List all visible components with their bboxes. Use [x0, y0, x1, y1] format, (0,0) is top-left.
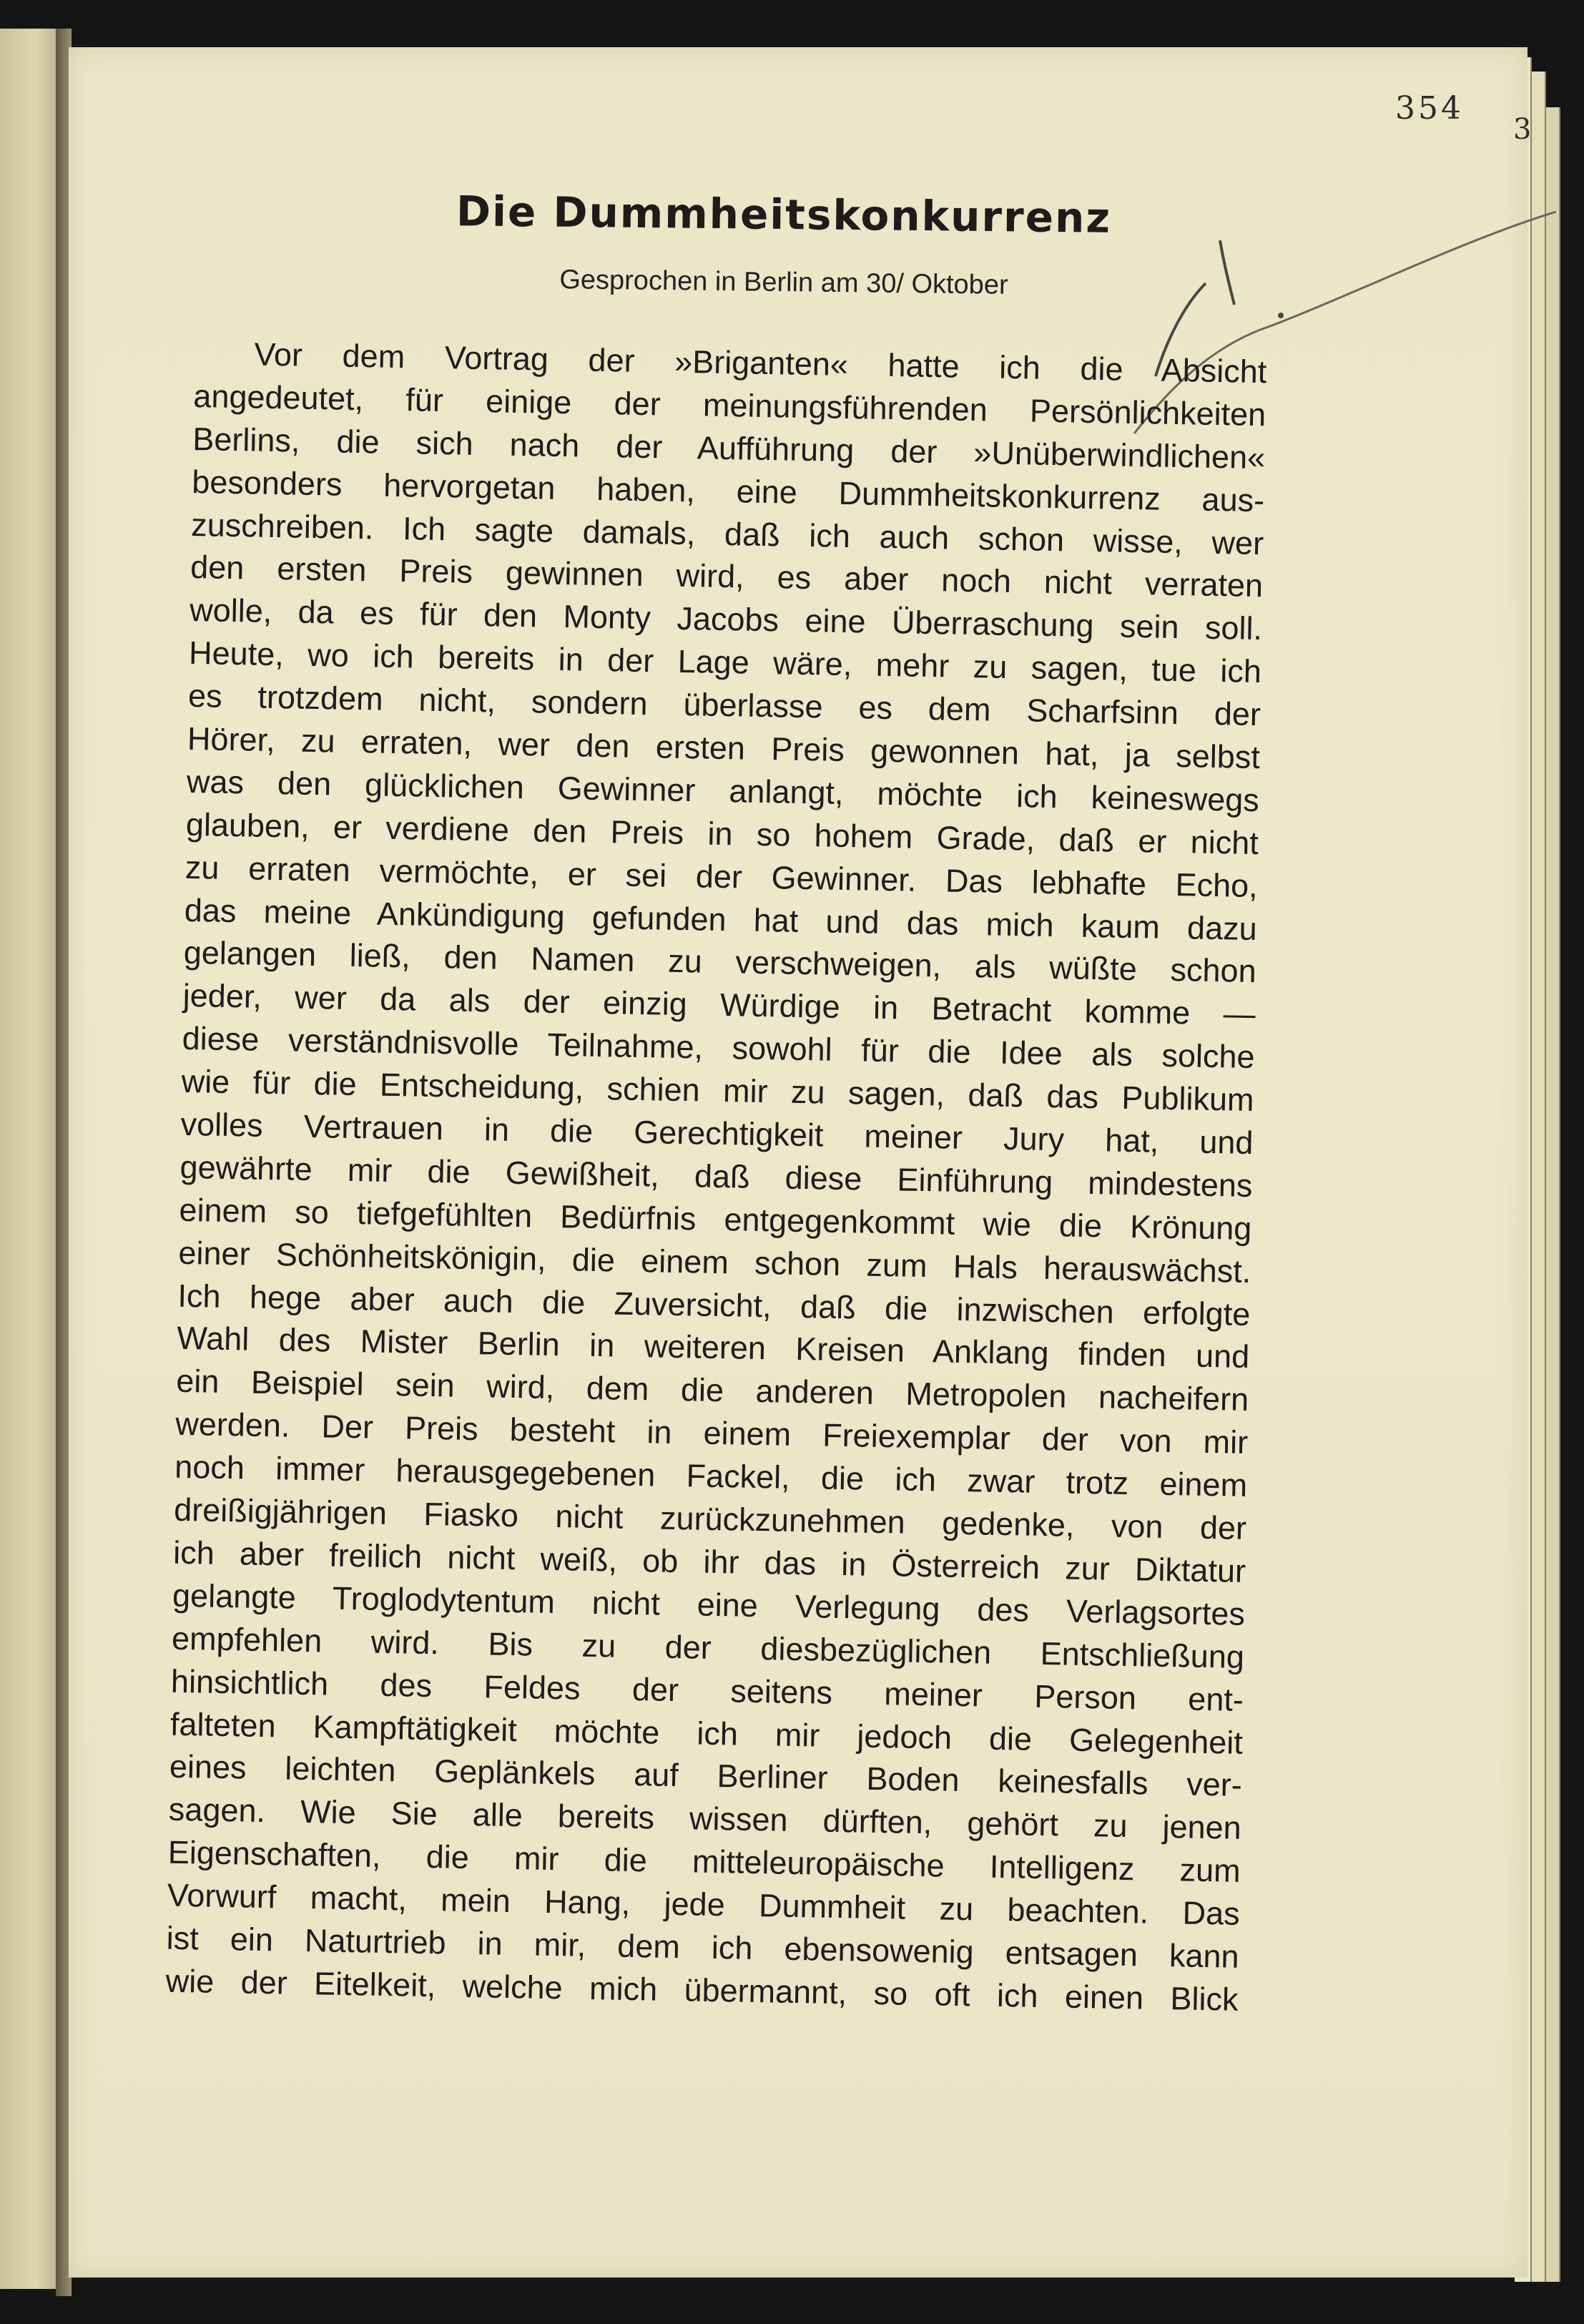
- page-number-cut: 3: [1513, 113, 1532, 146]
- text-line: Ich hege aber auch die Zuversicht, daß die inzwischen erfolgte: [177, 1277, 1251, 1333]
- text-line: noch immer herausgegebenen Fackel, die ich zwar trotz einem: [174, 1448, 1248, 1504]
- text-line: gelangte Troglodytentum nicht eine Verlegung des Verlagsortes: [172, 1577, 1246, 1632]
- text-line: Vorwurf macht, mein Hang, jede Dummheit zu beachten. Das: [167, 1876, 1241, 1932]
- text-line: dreißigjährigen Fiasko nicht zurückzunehmen gedenke, von der: [173, 1491, 1247, 1546]
- text-line: den ersten Preis gewinnen wird, es aber noch nicht verraten: [190, 549, 1264, 604]
- text-line: wie der Eitelkeit, welche mich übermannt, so oft ich einen Blick: [165, 1962, 1239, 2018]
- text-line: ein Beispiel sein wird, dem die anderen Metropolen nacheifern: [175, 1363, 1249, 1418]
- text-line: es trotzdem nicht, sondern überlasse es dem Scharfsinn der: [187, 677, 1261, 733]
- page-title: Die Dummheitskonkurrenz: [456, 187, 1112, 242]
- left-page-edge: [0, 29, 61, 2289]
- text-line: hinsichtlich des Feldes der seitens meiner Person ent-: [170, 1662, 1244, 1718]
- text-line: einem so tiefgefühlten Bedürfnis entgegenkommt wie die Krönung: [179, 1191, 1252, 1247]
- text-line: zu erraten vermöchte, er sei der Gewinner. Das lebhafte Echo,: [185, 848, 1259, 904]
- text-line: gewährte mir die Gewißheit, daß diese Einführung mindestens: [179, 1148, 1253, 1204]
- text-line: das meine Ankündigung gefunden hat und das mich kaum dazu: [184, 891, 1258, 947]
- text-line: falteten Kampftätigkeit möchte ich mir jedoch die Gelegenheit: [169, 1705, 1244, 1761]
- text-line: wolle, da es für den Monty Jacobs eine Überraschung sein soll.: [189, 592, 1263, 647]
- text-line: werden. Der Preis besteht in einem Freiexemplar der von mir: [174, 1406, 1249, 1461]
- text-line: zuschreiben. Ich sagte damals, daß ich auch schon wisse, wer: [190, 506, 1264, 562]
- text-line: besonders hervorgetan haben, eine Dummheitskonkurrenz aus-: [191, 463, 1265, 519]
- text-line: Vor dem Vortrag der »Briganten« hatte ich die Absicht: [254, 335, 1267, 391]
- body-text: [165, 332, 1267, 2021]
- text-line: glauben, er verdiene den Preis in so hohem Grade, daß er nicht: [185, 805, 1259, 861]
- text-line: eines leichten Geplänkels auf Berliner Boden keinesfalls ver-: [169, 1748, 1243, 1804]
- text-line: sagen. Wie Sie alle bereits wissen dürften, gehört zu jenen: [168, 1790, 1242, 1847]
- text-line: Eigenschaften, die mir die mitteleuropäische Intelligenz zum: [167, 1833, 1241, 1890]
- text-line: jeder, wer da als der einzig Würdige in Betracht komme —: [182, 977, 1256, 1033]
- text-line: Hörer, zu erraten, wer den ersten Preis gewonnen hat, ja selbst: [187, 720, 1261, 776]
- text-line: empfehlen wird. Bis zu der diesbezüglichen Entschließung: [171, 1619, 1245, 1675]
- document-page: [69, 47, 1532, 2278]
- text-line: ist ein Naturtrieb in mir, dem ich ebensowenig entsagen kann: [166, 1919, 1240, 1975]
- text-line: Wahl des Mister Berlin in weiteren Kreisen Anklang finden und: [176, 1320, 1250, 1376]
- text-line: ich aber freilich nicht weiß, ob ihr das in Österreich zur Diktatur: [172, 1534, 1246, 1589]
- text-line: einer Schönheitskönigin, die einem schon zum Hals herauswächst.: [178, 1234, 1251, 1290]
- text-line: diese verständnisvolle Teilnahme, sowohl für die Idee als solche: [182, 1020, 1255, 1076]
- text-line: volles Vertrauen in die Gerechtigkeit meiner Jury hat, und: [180, 1105, 1254, 1162]
- text-line: was den glücklichen Gewinner anlangt, möchte ich keineswegs: [186, 763, 1260, 818]
- text-line: angedeutet, für einige der meinungsführenden Persönlichkeiten: [192, 377, 1266, 433]
- pencil-stroke: [1220, 240, 1234, 305]
- text-line: Berlins, die sich nach der Aufführung der »Unüberwindlichen«: [192, 420, 1266, 476]
- text-line: wie für die Entscheidung, schien mir zu sagen, daß das Publikum: [181, 1062, 1254, 1119]
- page-number: 354: [1395, 90, 1464, 127]
- text-line: gelangen ließ, den Namen zu verschweigen, als wüßte schon: [183, 934, 1257, 990]
- text-line: Heute, wo ich bereits in der Lage wäre, mehr zu sagen, tue ich: [188, 634, 1262, 690]
- page-subtitle: Gesprochen in Berlin am 30/ Oktober: [559, 265, 1008, 300]
